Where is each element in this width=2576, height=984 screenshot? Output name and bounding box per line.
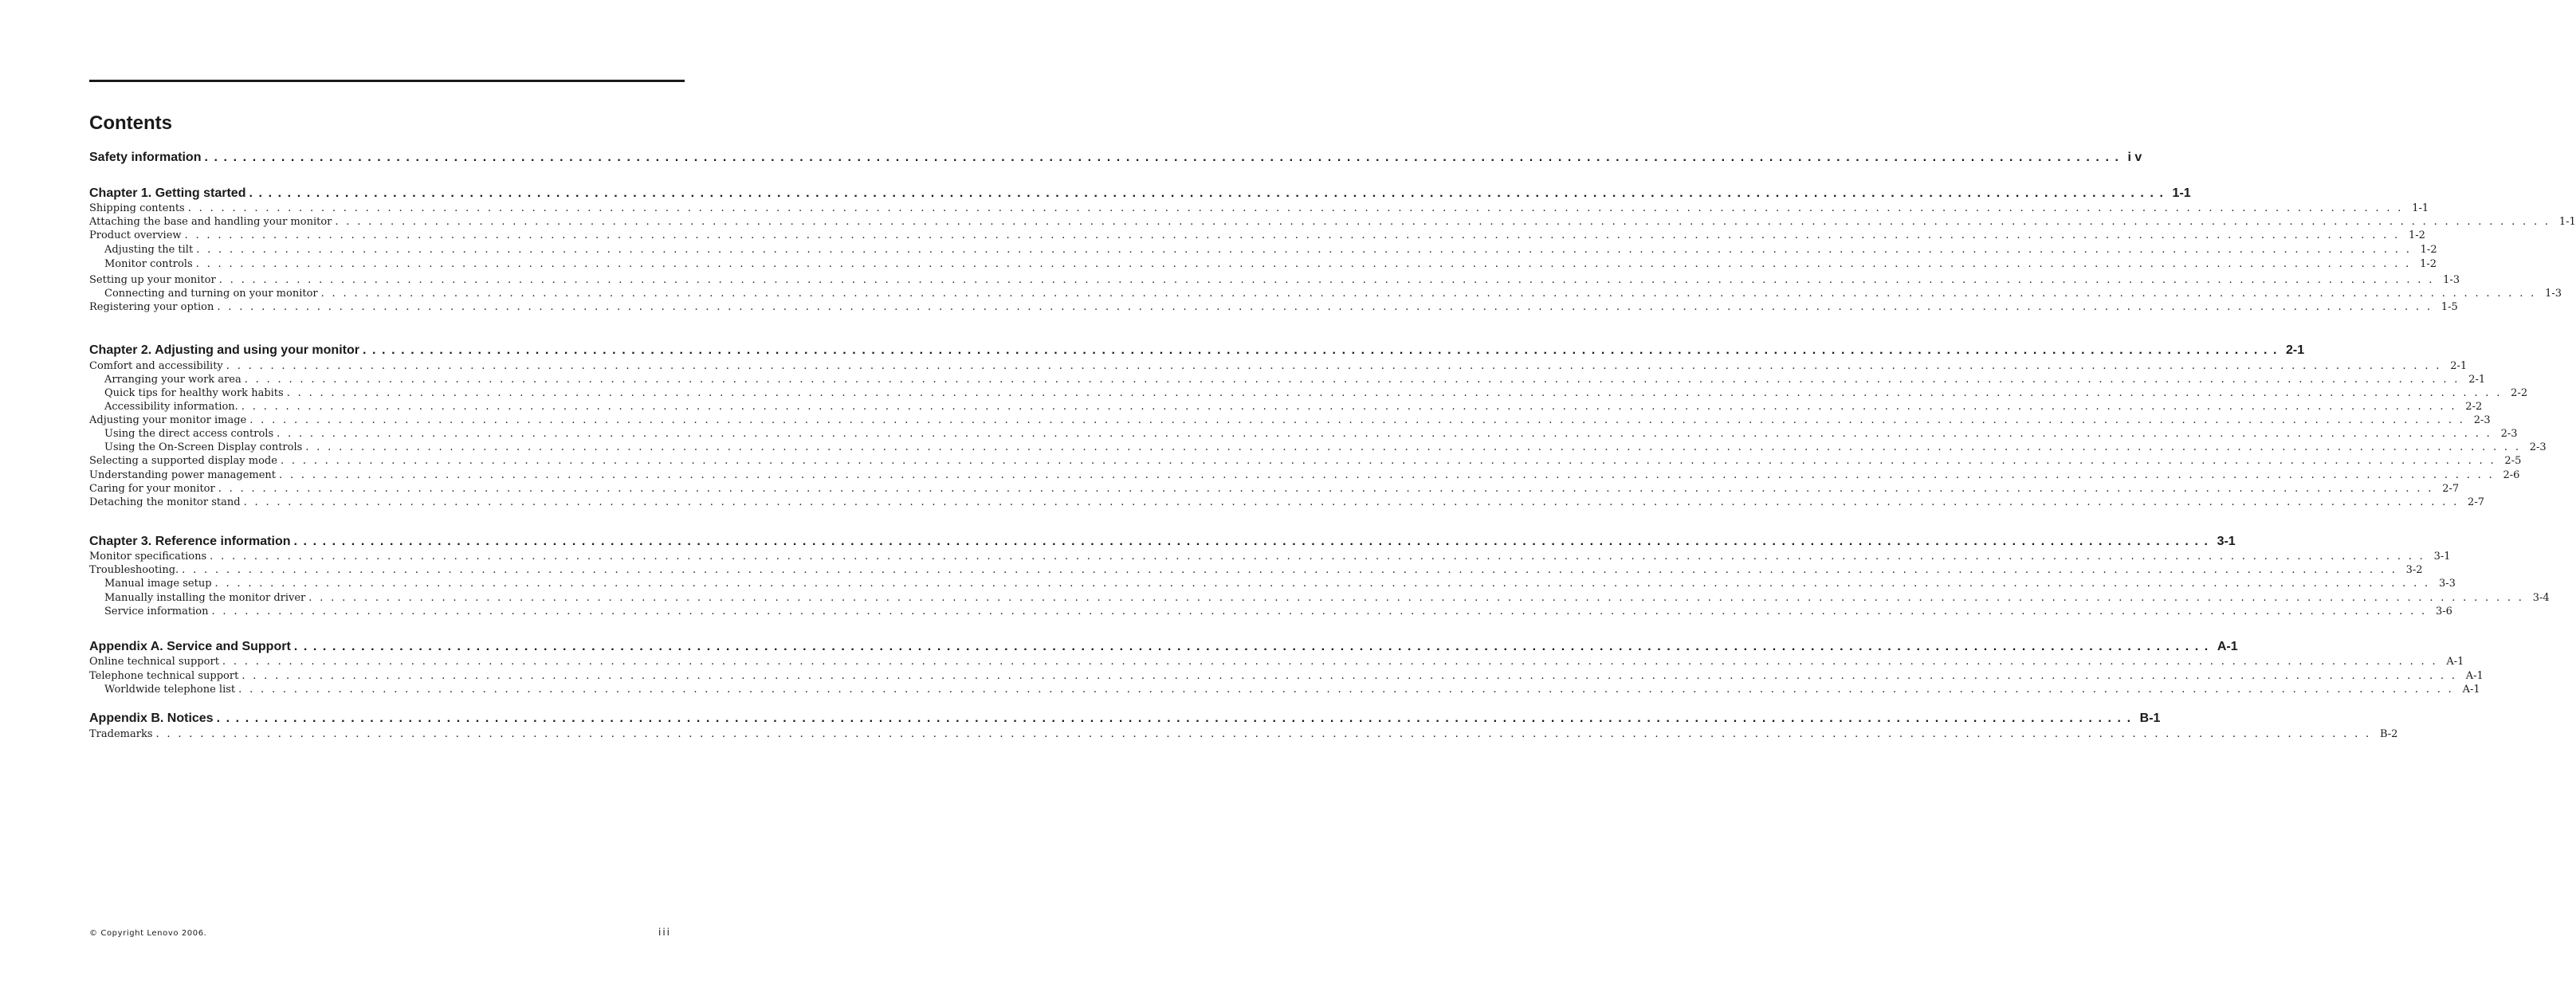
toc-entry-page: 3-2 — [2405, 564, 2423, 576]
toc-entry-page: A-1 — [2217, 640, 2238, 653]
toc-entry-page: 1-2 — [2420, 244, 2437, 256]
toc-entry-label: Caring for your monitor — [89, 483, 215, 495]
toc-entry-page: 2-2 — [2465, 401, 2483, 413]
toc-entry[interactable] — [89, 551, 2451, 563]
toc-entry-page: 2-6 — [2503, 469, 2520, 481]
toc-entry-page: 3-1 — [2433, 551, 2451, 563]
toc-entry-label: Attaching the base and handling your monitor — [89, 216, 332, 228]
dot-leader: ........................................................................................................................................................................................................ — [196, 244, 2417, 256]
toc-entry-page: A-1 — [2465, 670, 2484, 682]
toc-entry-page: 1-5 — [2441, 301, 2458, 313]
toc-entry-label: Using the direct access controls — [104, 428, 274, 440]
toc-entry[interactable] — [89, 535, 2236, 549]
toc-entry[interactable] — [89, 656, 2464, 668]
toc-entry-label: Manual image setup — [104, 578, 212, 590]
toc-entry[interactable] — [89, 244, 2437, 256]
toc-entry[interactable] — [89, 640, 2238, 654]
toc-entry-label: Trademarks — [89, 728, 153, 740]
toc-entry-label: Online technical support — [89, 656, 219, 668]
toc-entry[interactable] — [89, 728, 2398, 740]
dot-leader: ........................................................................................................................................................................................................ — [362, 343, 2283, 357]
toc-entry[interactable] — [89, 186, 2191, 201]
toc-entry[interactable] — [89, 258, 2437, 270]
dot-leader: ........................................................................................................................................................................................................ — [217, 301, 2438, 313]
toc-entry[interactable] — [89, 343, 2305, 358]
toc-entry[interactable] — [89, 428, 2518, 440]
dot-leader: ........................................................................................................................................................................................................ — [320, 288, 2543, 300]
dot-leader: ........................................................................................................................................................................................................ — [280, 455, 2502, 467]
dot-leader: ........................................................................................................................................................................................................ — [293, 640, 2214, 653]
toc-entry[interactable] — [89, 374, 2486, 386]
dot-leader: ........................................................................................................................................................................................................ — [210, 551, 2431, 563]
dot-leader: ........................................................................................................................................................................................................ — [218, 483, 2440, 495]
toc-entry[interactable] — [89, 455, 2522, 467]
toc-entry-page: 2-5 — [2504, 455, 2522, 467]
dot-leader: ........................................................................................................................................................................................................ — [187, 202, 2409, 214]
toc-entry-label: Registering your option — [89, 301, 214, 313]
dot-leader: ........................................................................................................................................................................................................ — [242, 670, 2463, 682]
dot-leader: ........................................................................................................................................................................................................ — [244, 374, 2466, 386]
toc-entry[interactable] — [89, 229, 2425, 241]
toc-entry-page: 2-1 — [2286, 343, 2305, 357]
toc-entry-label: Comfort and accessibility — [89, 360, 223, 372]
toc-entry-page: B-2 — [2379, 728, 2398, 740]
toc-entry-label: Manually installing the monitor driver — [104, 592, 306, 604]
page-title: Contents — [89, 112, 172, 134]
toc-entry-label: Product overview — [89, 229, 182, 241]
dot-leader: ........................................................................................................................................................................................................ — [277, 428, 2498, 440]
toc-entry-page: 2-7 — [2442, 483, 2460, 495]
toc-entry[interactable] — [89, 360, 2468, 372]
toc-entry-page: B-1 — [2139, 712, 2161, 725]
toc-entry-label: Appendix A. Service and Support — [89, 640, 291, 653]
toc-entry-label: Worldwide telephone list — [104, 684, 236, 696]
dot-leader: ........................................................................................................................................................................................................ — [226, 360, 2448, 372]
dot-leader: ........................................................................................................................................................................................................ — [184, 229, 2405, 241]
toc-entry[interactable] — [89, 151, 2142, 165]
toc-entry[interactable] — [89, 441, 2547, 453]
toc-entry[interactable] — [89, 288, 2562, 300]
dot-leader: ........................................................................................................................................................................................................ — [195, 258, 2417, 270]
toc-entry-label: Selecting a supported display mode — [89, 455, 277, 467]
toc-entry-label: Using the On-Screen Display controls — [104, 441, 303, 453]
dot-leader: ........................................................................................................................................................................................................ — [249, 414, 2471, 426]
dot-leader: ........................................................................................................................................................................................................ — [249, 186, 2170, 200]
toc-entry-label: Troubleshooting. — [89, 564, 179, 576]
dot-leader: ........................................................................................................................................................................................................ — [286, 387, 2508, 399]
copyright-notice: © Copyright Lenovo 2006. — [89, 929, 207, 938]
dot-leader: ........................................................................................................................................................................................................ — [279, 469, 2500, 481]
toc-entry[interactable] — [89, 578, 2456, 590]
toc-entry[interactable] — [89, 414, 2491, 426]
toc-entry-label: Detaching the monitor stand — [89, 496, 241, 508]
toc-entry-label: Understanding power management — [89, 469, 277, 481]
toc-entry-label: Service information — [104, 606, 209, 617]
toc-entry[interactable] — [89, 274, 2460, 286]
toc-entry-page: 1-2 — [2420, 258, 2437, 270]
toc-entry-page: 1-3 — [2443, 274, 2460, 286]
dot-leader: ........................................................................................................................................................................................................ — [308, 592, 2530, 604]
toc-entry[interactable] — [89, 592, 2550, 604]
toc-entry-page: 3-1 — [2217, 535, 2236, 548]
toc-entry-label: Setting up your monitor — [89, 274, 216, 286]
page-number: iii — [658, 927, 672, 938]
toc-entry-label: Chapter 2. Adjusting and using your monitor — [89, 343, 359, 357]
toc-entry-page: 3-3 — [2438, 578, 2456, 590]
toc-entry[interactable] — [89, 496, 2484, 508]
toc-entry-page: 3-6 — [2435, 606, 2452, 617]
dot-leader: ........................................................................................................................................................................................................ — [204, 151, 2125, 164]
toc-entry-page: 2-7 — [2468, 496, 2484, 508]
toc-entry[interactable] — [89, 387, 2528, 399]
dot-leader: ........................................................................................................................................................................................................ — [335, 216, 2556, 228]
toc-entry-page: 2-1 — [2450, 360, 2468, 372]
toc-entry[interactable] — [89, 564, 2423, 576]
toc-entry-page: A-1 — [2462, 684, 2480, 696]
dot-leader: ........................................................................................................................................................................................................ — [182, 564, 2403, 576]
toc-entry-page: 2-1 — [2468, 374, 2486, 386]
toc-entry-label: Chapter 1. Getting started — [89, 186, 246, 200]
toc-entry[interactable] — [89, 606, 2452, 617]
toc-entry-page: i v — [2127, 151, 2142, 164]
toc-entry-page: 3-4 — [2532, 592, 2550, 604]
toc-entry-page: 1-1 — [2412, 202, 2429, 214]
toc-entry-label: Telephone technical support — [89, 670, 239, 682]
dot-leader: ........................................................................................................................................................................................................ — [155, 728, 2377, 740]
toc-entry[interactable] — [89, 670, 2484, 682]
toc-entry-page: A-1 — [2446, 656, 2464, 668]
toc-entry[interactable] — [89, 469, 2520, 481]
dot-leader: ........................................................................................................................................................................................................ — [241, 401, 2463, 413]
dot-leader: ........................................................................................................................................................................................................ — [238, 684, 2460, 696]
toc-entry-label: Quick tips for healthy work habits — [104, 387, 284, 399]
toc-entry-page: 1-1 — [2558, 216, 2576, 228]
toc-entry-label: Accessibility information. — [104, 401, 238, 413]
dot-leader: ........................................................................................................................................................................................................ — [216, 712, 2137, 725]
toc-entry-label: Adjusting the tilt — [104, 244, 194, 256]
toc-entry-label: Shipping contents — [89, 202, 185, 214]
top-rule — [89, 80, 685, 82]
toc-entry-label: Monitor controls — [104, 258, 193, 270]
toc-entry[interactable] — [89, 301, 2458, 313]
toc-entry-page: 1-2 — [2409, 229, 2425, 241]
toc-entry-label: Safety information — [89, 151, 202, 164]
toc-entry-page: 1-3 — [2545, 288, 2562, 300]
toc-entry[interactable] — [89, 216, 2576, 228]
toc-entry-label: Appendix B. Notices — [89, 712, 214, 725]
toc-entry-page: 2-2 — [2511, 387, 2528, 399]
dot-leader: ........................................................................................................................................................................................................ — [293, 535, 2214, 548]
toc-entry-page: 2-3 — [2529, 441, 2547, 453]
dot-leader: ........................................................................................................................................................................................................ — [222, 656, 2444, 668]
toc-entry[interactable] — [89, 483, 2460, 495]
toc-entry-label: Connecting and turning on your monitor — [104, 288, 318, 300]
toc-entry-page: 2-3 — [2473, 414, 2491, 426]
toc-entry[interactable] — [89, 401, 2483, 413]
dot-leader: ........................................................................................................................................................................................................ — [211, 606, 2433, 617]
toc-entry-page: 2-3 — [2500, 428, 2518, 440]
toc-entry[interactable] — [89, 712, 2161, 726]
toc-entry-label: Adjusting your monitor image — [89, 414, 247, 426]
dot-leader: ........................................................................................................................................................................................................ — [214, 578, 2436, 590]
toc-entry-label: Monitor specifications — [89, 551, 207, 563]
toc-entry[interactable] — [89, 684, 2480, 696]
dot-leader: ........................................................................................................................................................................................................ — [243, 496, 2465, 508]
toc-entry-page: 1-1 — [2172, 186, 2191, 200]
dot-leader: ........................................................................................................................................................................................................ — [218, 274, 2441, 286]
toc-entry-label: Arranging your work area — [104, 374, 242, 386]
toc-entry[interactable] — [89, 202, 2429, 214]
toc-entry-label: Chapter 3. Reference information — [89, 535, 291, 548]
dot-leader: ........................................................................................................................................................................................................ — [305, 441, 2527, 453]
